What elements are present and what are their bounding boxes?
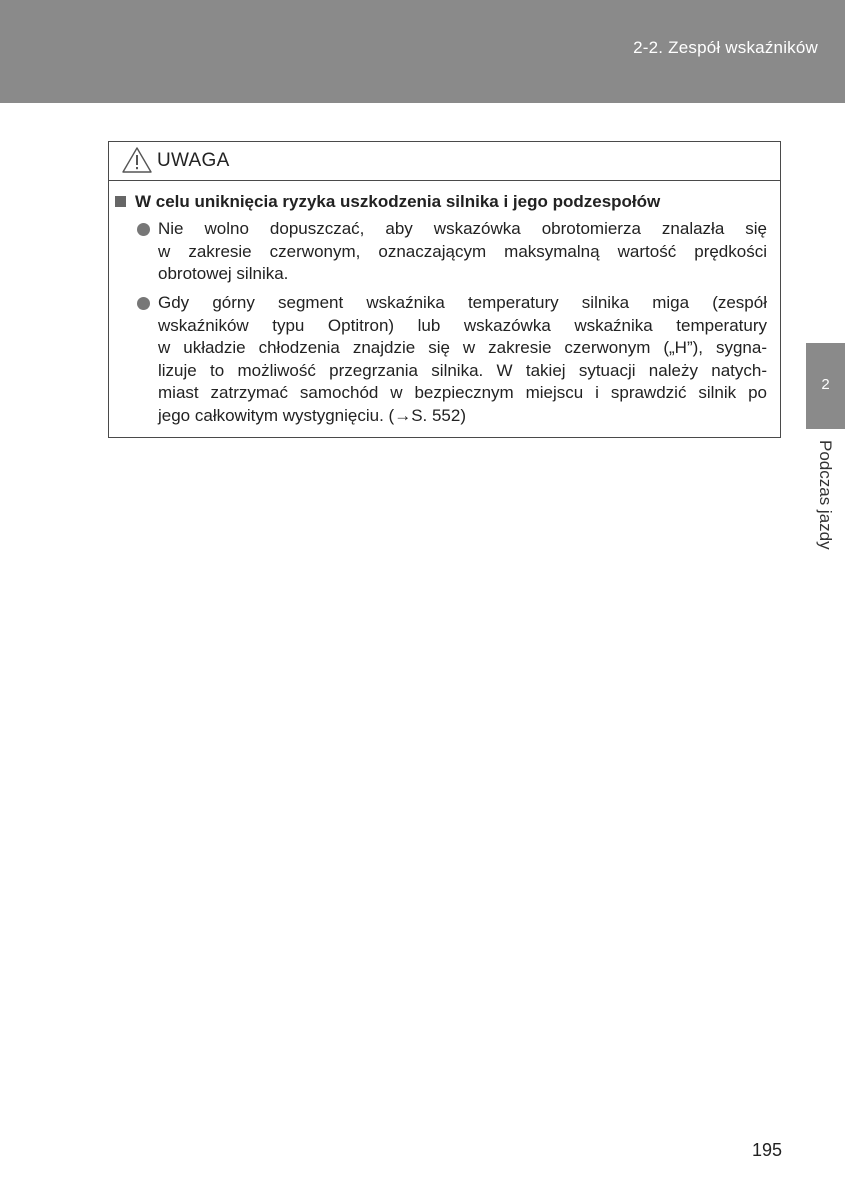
round-bullet-icon	[137, 223, 150, 236]
section-title: 2-2. Zespół wskaźników	[633, 38, 818, 57]
text-line: w układzie chłodzenia znajdzie się w zakresie czerwonym („H”), sygna-	[158, 338, 767, 357]
text-line: w zakresie czerwonym, oznaczającym maksymalną wartość prędkości	[158, 241, 767, 261]
warning-item-text	[158, 218, 767, 286]
text-line: wskaźników typu Optitron) lub wskazówka wskaźnika temperatury	[158, 315, 767, 335]
warning-subheading	[115, 192, 765, 212]
header-band	[0, 0, 845, 103]
warning-box	[108, 141, 781, 438]
text-line: Nie wolno dopuszczać, aby wskazówka obrotomierza znalazła się	[158, 219, 767, 238]
chapter-label: Podczas jazdy	[816, 440, 835, 550]
page-number: 195	[751, 1140, 782, 1160]
text-line: lizuje to możliwość przegrzania silnika. W takiej sytuacji należy natych-	[158, 360, 767, 380]
round-bullet-icon	[137, 297, 150, 310]
warning-item-text	[158, 292, 767, 427]
square-bullet-icon	[115, 196, 126, 207]
chapter-number: 2	[821, 376, 830, 393]
warning-triangle-icon	[121, 146, 153, 174]
text-line: jego całkowitym wystygnięciu. (→S. 552)	[158, 405, 467, 425]
text-line: Gdy górny segment wskaźnika temperatury silnika miga (zespół	[158, 293, 767, 312]
text-line: miast zatrzymać samochód w bezpiecznym miejscu i sprawdzić silnik po	[158, 383, 767, 402]
warning-subheading-text: W celu uniknięcia ryzyka uszkodzenia silnika i jego podzespołów	[135, 192, 661, 211]
chapter-tab	[806, 343, 845, 429]
text-line: obrotowej silnika.	[158, 264, 289, 283]
warning-title: UWAGA	[157, 150, 230, 171]
warning-header	[109, 142, 780, 181]
